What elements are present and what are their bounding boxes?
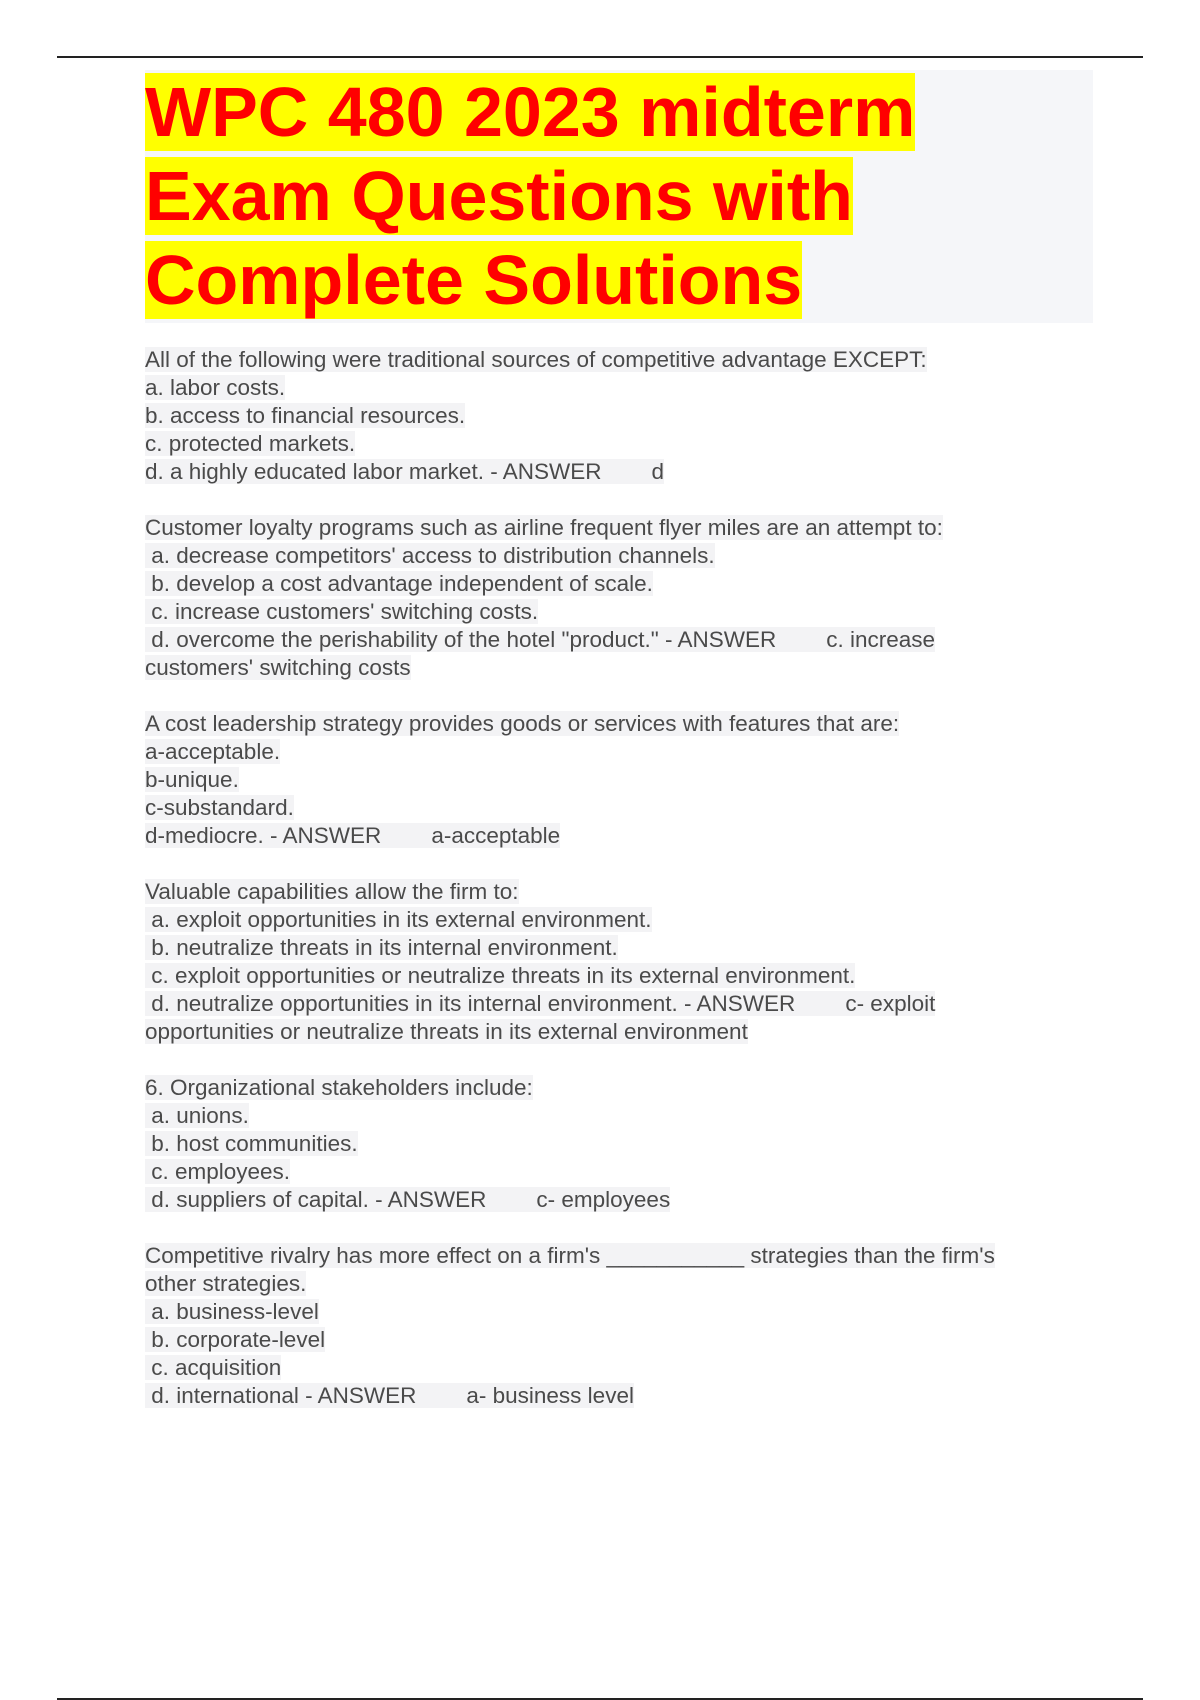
question-4-line-4: c. exploit opportunities or neutralize threats in its external environment.: [145, 963, 856, 988]
question-3-line-1: A cost leadership strategy provides goods or services with features that are:: [145, 711, 900, 736]
question-6-line-1: Competitive rivalry has more effect on a firm's ___________ strategies than the firm's: [145, 1243, 995, 1268]
question-1-line-3: b. access to financial resources.: [145, 403, 466, 428]
question-4-line-2: a. exploit opportunities in its external environment.: [145, 907, 652, 932]
title-block: [145, 70, 1093, 323]
question-6-line-3: a. business-level: [145, 1299, 319, 1324]
question-5-line-3: b. host communities.: [145, 1131, 358, 1156]
question-2: [145, 514, 1105, 682]
question-1-line-5: d. a highly educated labor market. - ANSWER d: [145, 459, 664, 484]
question-6-line-2: other strategies.: [145, 1271, 307, 1296]
question-2-line-5: d. overcome the perishability of the hotel "product." - ANSWER c. increase: [145, 627, 936, 652]
question-4-line-1: Valuable capabilities allow the firm to:: [145, 879, 519, 904]
question-3-line-2: a-acceptable.: [145, 739, 281, 764]
question-5-line-4: c. employees.: [145, 1159, 291, 1184]
title-line-2: Exam Questions with: [145, 157, 853, 235]
question-2-line-6: customers' switching costs: [145, 655, 411, 680]
title-line-3: Complete Solutions: [145, 241, 803, 319]
question-5-line-2: a. unions.: [145, 1103, 249, 1128]
question-6: [145, 1242, 1105, 1410]
question-2-line-1: Customer loyalty programs such as airline frequent flyer miles are an attempt to:: [145, 515, 943, 540]
question-5-line-5: d. suppliers of capital. - ANSWER c- employees: [145, 1187, 671, 1212]
question-4: [145, 878, 1105, 1046]
question-2-line-4: c. increase customers' switching costs.: [145, 599, 539, 624]
question-4-line-6: opportunities or neutralize threats in its external environment: [145, 1019, 748, 1044]
question-4-line-5: d. neutralize opportunities in its internal environment. - ANSWER c- exploit: [145, 991, 936, 1016]
question-2-line-3: b. develop a cost advantage independent of scale.: [145, 571, 653, 596]
question-1-line-2: a. labor costs.: [145, 375, 286, 400]
question-3-line-3: b-unique.: [145, 767, 239, 792]
question-4-line-3: b. neutralize threats in its internal environment.: [145, 935, 618, 960]
question-2-line-2: a. decrease competitors' access to distribution channels.: [145, 543, 715, 568]
question-6-line-5: c. acquisition: [145, 1355, 282, 1380]
question-5: [145, 1074, 1105, 1214]
question-6-line-4: b. corporate-level: [145, 1327, 326, 1352]
document-title: [145, 70, 1093, 322]
title-line-1: WPC 480 2023 midterm: [145, 73, 916, 151]
question-3: [145, 710, 1105, 850]
question-1-line-1: All of the following were traditional sources of competitive advantage EXCEPT:: [145, 347, 927, 372]
question-5-line-1: 6. Organizational stakeholders include:: [145, 1075, 533, 1100]
question-3-line-5: d-mediocre. - ANSWER a-acceptable: [145, 823, 561, 848]
question-1: [145, 346, 1105, 486]
question-3-line-4: c-substandard.: [145, 795, 294, 820]
question-6-line-6: d. international - ANSWER a- business level: [145, 1383, 634, 1408]
top-rule: [57, 56, 1143, 58]
questions-list: [145, 346, 1105, 1438]
question-1-line-4: c. protected markets.: [145, 431, 356, 456]
